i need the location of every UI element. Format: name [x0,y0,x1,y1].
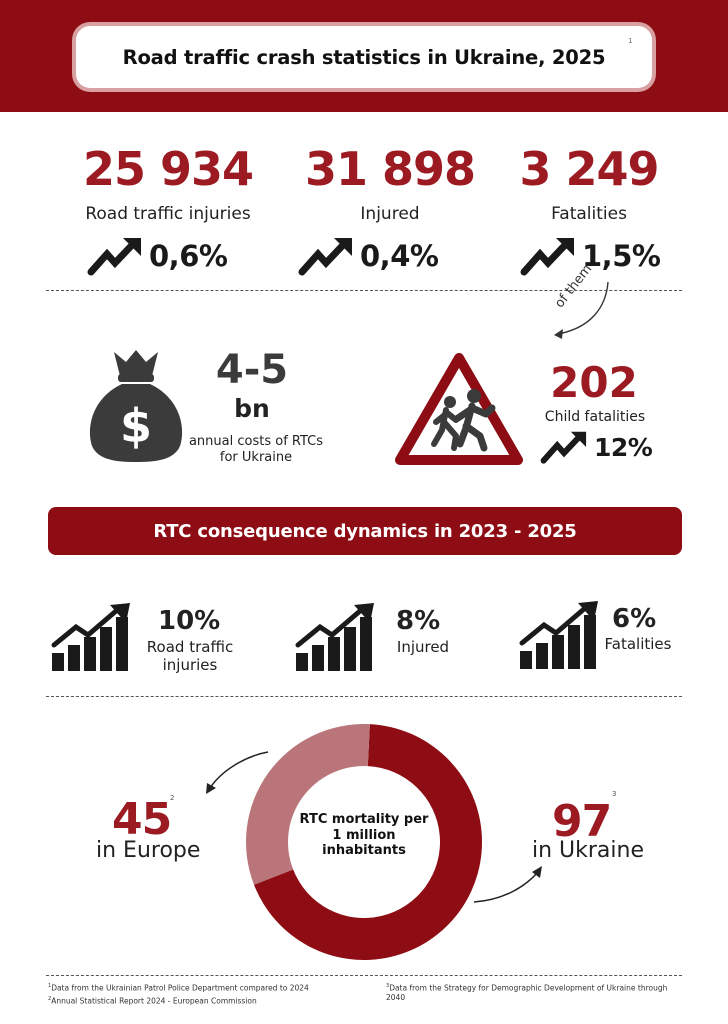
page-title: Road traffic crash statistics in Ukraine, 2025 [122,45,606,69]
divider [46,975,682,976]
trend-up-icon [87,236,143,276]
trend-injured [298,236,438,276]
ukraine-footnote-marker: 3 [612,790,617,798]
stat-label: Fatalities [551,204,627,224]
money-bag-icon [86,346,186,464]
title-footnote-marker: 1 [628,37,633,45]
footnote-1 [48,983,368,993]
dynamics-value: 6% [612,604,657,634]
title-box [76,26,652,88]
rising-bar-chart-icon [50,603,132,671]
curved-arrow-icon [200,748,272,798]
footnote-text: Annual Statistical Report 2024 - European Commission [51,996,257,1006]
trend-up-icon [520,236,576,276]
trend-road-traffic-injuries [87,236,227,276]
rising-bar-chart-icon [518,601,600,669]
trend-value: 0,6% [149,239,228,273]
stat-road-traffic-injuries [55,142,281,224]
stat-value: 25 934 [82,142,254,196]
footnote-number: 2 [48,996,52,1002]
dynamics-value: 10% [158,606,221,636]
curved-arrow-icon [472,864,546,906]
costs-unit: bn [234,394,270,423]
europe-label: in Europe [96,838,201,863]
stat-fatalities [500,142,678,224]
trend-up-icon [298,236,354,276]
footnote-text: Data from the Ukrainian Patrol Police Department compared to 2024 [51,983,309,993]
divider [46,696,682,697]
dynamics-label: Injured [396,638,450,656]
dynamics-banner [48,507,682,555]
costs-label: annual costs of RTCs for Ukraine [188,434,324,466]
ukraine-value: 97 [552,796,612,847]
trend-up-icon [540,430,588,464]
dynamics-label: Fatalities [604,635,672,653]
stat-label: Injured [360,204,420,224]
europe-footnote-marker: 2 [170,794,175,802]
ukraine-label: in Ukraine [532,838,645,863]
dynamics-label: Road traffic injuries [146,638,234,674]
footnote-2 [48,996,368,1006]
dynamics-title: RTC consequence dynamics in 2023 - 2025 [153,520,577,542]
trend-value: 1,5% [582,239,661,273]
of-them-label: of them [552,261,596,311]
svg-text:$: $ [119,399,153,453]
footnote-3 [386,983,686,1002]
rising-bar-chart-icon [294,603,376,671]
footnote-text: Data from the Strategy for Demographic Development of Ukraine through 2040 [386,983,668,1002]
stat-injured [290,142,490,224]
footnote-number: 1 [48,983,52,989]
trend-value: 12% [594,432,653,462]
trend-value: 0,4% [360,239,439,273]
costs-value: 4-5 [215,347,289,393]
footnote-number: 3 [386,983,390,989]
donut-center-label: RTC mortality per 1 million inhabitants [299,812,429,859]
stat-value: 3 249 [519,142,659,196]
trend-child-fatalities [540,430,652,464]
stat-value: 31 898 [304,142,476,196]
child-fatalities-value: 202 [550,358,638,407]
europe-value: 45 [112,794,172,845]
dynamics-value: 8% [396,606,441,636]
child-fatalities-label: Child fatalities [544,409,646,425]
stat-label: Road traffic injuries [85,204,251,224]
children-crossing-warning-icon [394,352,524,466]
